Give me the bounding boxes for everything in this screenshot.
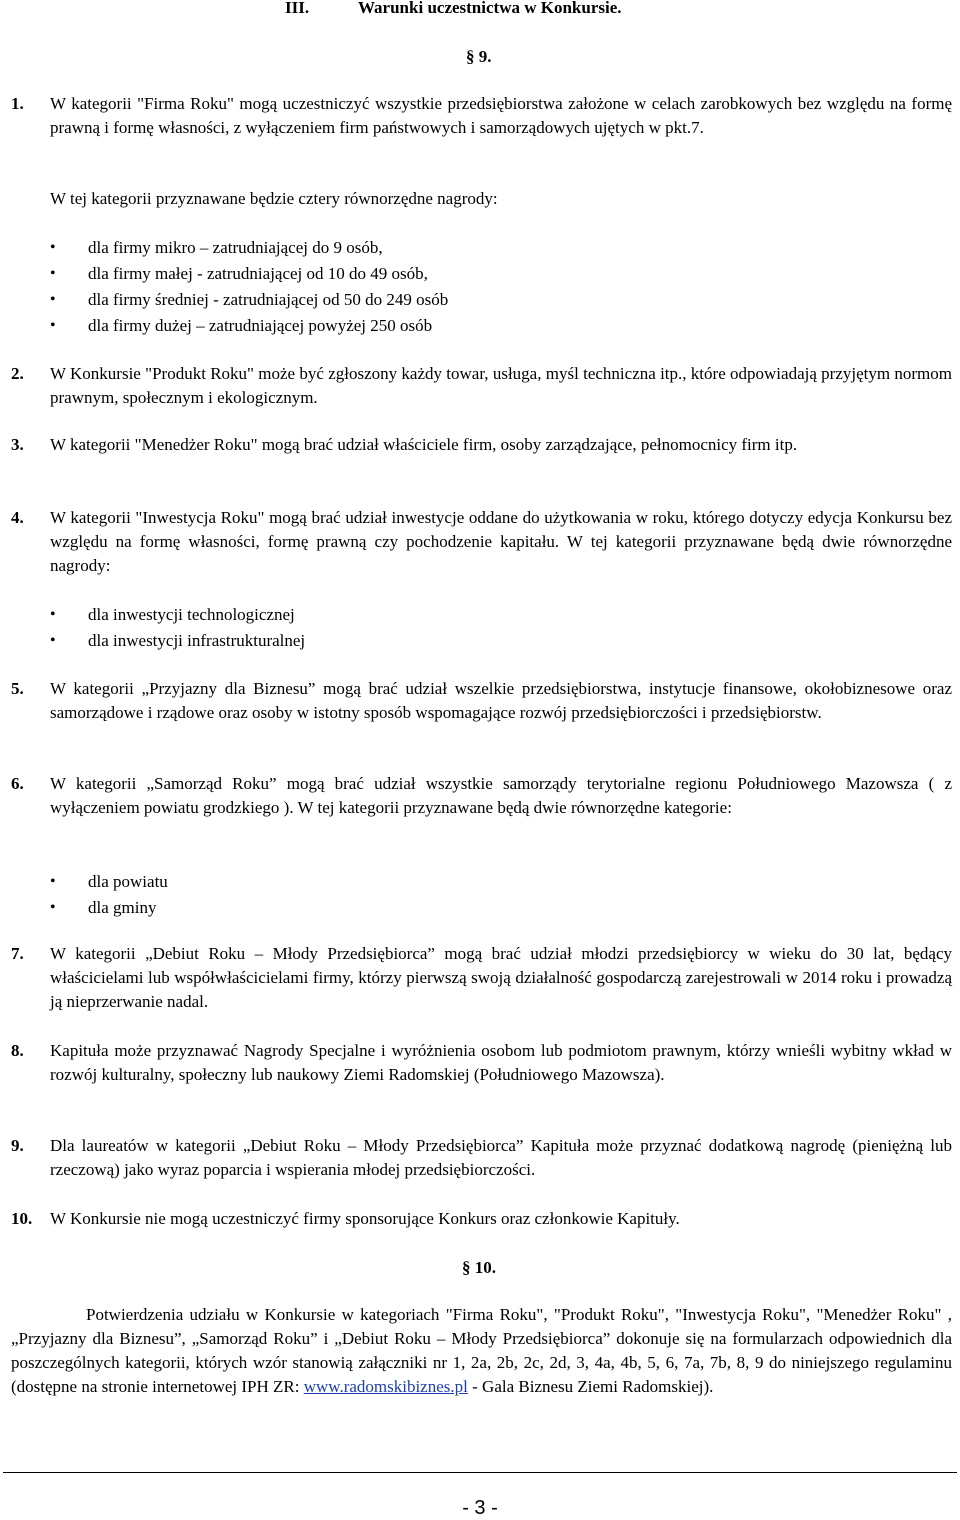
bullet-dot-icon: • xyxy=(50,899,56,916)
item-4-number: 4. xyxy=(11,508,24,527)
item-6-bullet-2: dla gminy xyxy=(88,898,157,917)
bullet-dot-icon: • xyxy=(50,317,56,334)
bullet-dot-icon: • xyxy=(50,239,56,256)
bullet-dot-icon: • xyxy=(50,606,56,623)
paragraph-9-heading: § 9. xyxy=(466,47,492,66)
item-5-text: W kategorii „Przyjazny dla Biznesu” mogą brać udział wszelkie przedsiębiorstwa, instytucje finansowe, okołobiznesowe oraz samorządowe i rządowe oraz osoby w istotny sposób wspomagające rozwój przedsiębiorczości i przedsiębiorstw. xyxy=(50,679,952,722)
item-1-number: 1. xyxy=(11,94,24,113)
item-5-number: 5. xyxy=(11,679,24,698)
item-4-bullet-2: dla inwestycji infrastrukturalnej xyxy=(88,631,306,650)
item-6-bullet-1: dla powiatu xyxy=(88,872,168,891)
item-10-number: 10. xyxy=(11,1209,33,1228)
item-7-number: 7. xyxy=(11,944,24,963)
item-9-number: 9. xyxy=(11,1136,24,1155)
item-1-bullet-2: dla firmy małej - zatrudniającej od 10 do 49 osób, xyxy=(88,264,428,283)
item-9-text: Dla laureatów w kategorii „Debiut Roku – Młody Przedsiębiorca” Kapituła może przyznać dodatkową nagrodę (pieniężną lub rzeczową) jako wyraz poparcia i wspierania młodej przedsiębiorczości. xyxy=(50,1136,952,1179)
item-4-text: W kategorii "Inwestycja Roku" mogą brać udział inwestycje oddane do użytkowania w roku, którego dotyczy edycja Konkursu bez względu na formę własności, formę prawną czy pochodzenie kapitału. W tej kategorii przyznawane będą dwie równorzędne nagrody: xyxy=(50,508,952,575)
page-number: - 3 - xyxy=(462,1497,498,1519)
item-10-text: W Konkursie nie mogą uczestniczyć firmy sponsorujące Konkurs oraz członkowie Kapituły. xyxy=(50,1209,680,1228)
item-6-number: 6. xyxy=(11,774,24,793)
bullet-dot-icon: • xyxy=(50,265,56,282)
section-title: Warunki uczestnictwa w Konkursie. xyxy=(358,0,622,17)
item-7-text: W kategorii „Debiut Roku – Młody Przedsiębiorca” mogą brać udział młodzi przedsiębiorcy w wieku do 30 lat, będący właścicielami lub współwłaścicielami firmy, którzy pierwszą swoją działalność gospodarczą zarejestrowali w 2014 roku i prowadzą ją nieprzerwanie nadal. xyxy=(50,944,952,1011)
bullet-dot-icon: • xyxy=(50,291,56,308)
website-link[interactable]: www.radomskibiznes.pl xyxy=(303,1377,468,1396)
footer-divider xyxy=(3,1472,957,1473)
closing-paragraph xyxy=(11,1303,952,1399)
closing-after-link: - Gala Biznesu Ziemi Radomskiej). xyxy=(467,1377,714,1396)
paragraph-10-heading: § 10. xyxy=(462,1258,496,1277)
bullet-dot-icon: • xyxy=(50,873,56,890)
item-1-text: W kategorii "Firma Roku" mogą uczestniczyć wszystkie przedsiębiorstwa założone w celach zarobkowych bez względu na formę prawną i formę własności, z wyłączeniem firm państwowych i samorządowych ujętych w pkt.7. xyxy=(50,94,952,137)
item-1-bullet-4: dla firmy dużej – zatrudniającej powyżej 250 osób xyxy=(88,316,433,335)
item-1-bullet-1: dla firmy mikro – zatrudniającej do 9 osób, xyxy=(88,238,383,257)
item-8-text: Kapituła może przyznawać Nagrody Specjalne i wyróżnienia osobom lub podmiotom prawnym, którzy wnieśli wybitny wkład w rozwój kulturalny, społeczny lub naukowy Ziemi Radomskiej (Południowego Mazowsza). xyxy=(50,1041,952,1084)
item-6-text: W kategorii „Samorząd Roku” mogą brać udział wszystkie samorządy terytorialne regionu Południowego Mazowsza ( z wyłączeniem powiatu grodzkiego ). W tej kategorii przyznawane będą dwie równorzędne kategorie: xyxy=(50,774,952,817)
item-1-subheading: W tej kategorii przyznawane będzie cztery równorzędne nagrody: xyxy=(50,189,498,208)
item-2-text: W Konkursie "Produkt Roku" może być zgłoszony każdy towar, usługa, myśl techniczna itp., które odpowiadają przyjętym normom prawnym, społecznym i ekologicznym. xyxy=(50,364,952,407)
item-8-number: 8. xyxy=(11,1041,24,1060)
item-3-number: 3. xyxy=(11,435,24,454)
closing-text: Potwierdzenia udziału w Konkursie w kategoriach "Firma Roku", "Produkt Roku", "Inwestycja Roku", "Menedżer Roku" , „Przyjazny dla Biznesu”, „Samorząd Roku” i „Debiut Roku – Młody Przedsiębiorca” dokonuje się na formularzach odpowiednich dla poszczególnych kategorii, których wzór stanowią załączniki nr 1, 2a, 2b, 2c, 2d, 3, 4a, 4b, 5, 6, 7a, 7b, 8, 9 do niniejszego regulaminu (dostępne na stronie internetowej IPH ZR: xyxy=(11,1305,952,1396)
item-3-text: W kategorii "Menedżer Roku" mogą brać udział właściciele firm, osoby zarządzające, pełnomocnicy firm itp. xyxy=(50,435,798,454)
section-number: III. xyxy=(285,0,310,17)
item-4-bullet-1: dla inwestycji technologicznej xyxy=(88,605,295,624)
item-2-number: 2. xyxy=(11,364,24,383)
item-1-bullet-3: dla firmy średniej - zatrudniającej od 50 do 249 osób xyxy=(88,290,449,309)
bullet-dot-icon: • xyxy=(50,632,56,649)
